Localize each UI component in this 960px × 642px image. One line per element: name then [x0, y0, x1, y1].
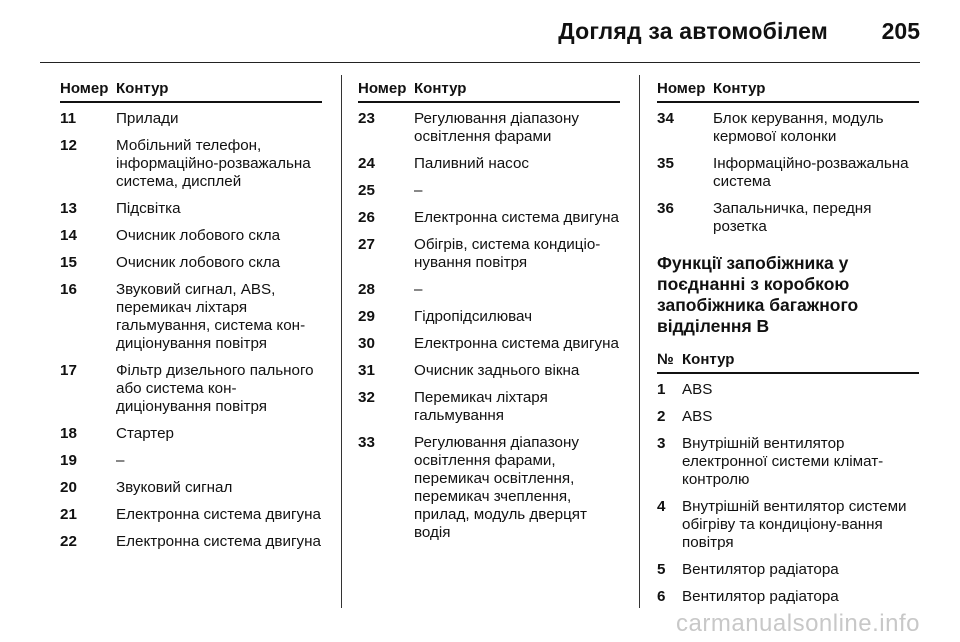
header-number: Номер	[358, 80, 407, 97]
fuse-number: 24	[358, 155, 375, 172]
fuse-circuit: Регулювання діапазону освітлення фарами, перемикач освітлення, перемикач зчеплення, прилад, модуль дверцят водія	[414, 434, 587, 541]
fuse-circuit: Фільтр дизельного пального або система кон-диціонування повітря	[116, 362, 314, 415]
table-row	[657, 110, 919, 146]
fuse-circuit: Звуковий сигнал	[116, 479, 233, 496]
header-number: №	[657, 351, 674, 368]
section-heading: Функції запобіжника у поєднанні з коробкою запобіжника багажного відділення B	[657, 253, 859, 336]
fuse-circuit: Вентилятор радіатора	[682, 588, 839, 605]
table-row	[60, 362, 322, 416]
fuse-circuit: Електронна система двигуна	[116, 533, 321, 550]
table-row	[358, 182, 620, 200]
watermark: carmanualsonline.info	[676, 610, 920, 637]
fuse-circuit: Прилади	[116, 110, 179, 127]
fuse-number: 36	[657, 200, 674, 217]
fuse-number: 19	[60, 452, 77, 469]
fuse-number: 35	[657, 155, 674, 172]
fuse-number: 32	[358, 389, 375, 406]
fuse-number: 1	[657, 381, 666, 398]
fuse-number: 15	[60, 254, 77, 271]
fuse-circuit: Обігрів, система кондиціо-нування повітря	[414, 236, 601, 271]
header-circuit: Контур	[116, 80, 169, 97]
fuse-number: 5	[657, 561, 666, 578]
table-row	[657, 498, 919, 552]
table-row	[358, 434, 620, 542]
table-row	[657, 435, 919, 489]
fuse-circuit: Паливний насос	[414, 155, 529, 172]
fuse-circuit: Очисник лобового скла	[116, 227, 281, 244]
table-row	[358, 110, 620, 146]
page-header	[40, 0, 920, 63]
table-row	[60, 425, 322, 443]
table-row	[358, 308, 620, 326]
fuse-number: 20	[60, 479, 77, 496]
fuse-number: 6	[657, 588, 666, 605]
table-row	[60, 254, 322, 272]
table-row	[657, 588, 919, 606]
fuse-circuit: ABS	[682, 408, 713, 425]
column-divider	[639, 75, 640, 608]
fuse-number: 17	[60, 362, 77, 379]
fuse-number: 13	[60, 200, 77, 217]
fuse-circuit: Регулювання діапазону освітлення фарами	[414, 110, 579, 145]
fuse-number: 22	[60, 533, 77, 550]
fuse-number: 14	[60, 227, 77, 244]
fuse-table-column-2	[358, 80, 620, 551]
fuse-circuit: Стартер	[116, 425, 174, 442]
page-number: 205	[881, 18, 920, 44]
table-header	[657, 351, 919, 374]
fuse-number: 25	[358, 182, 375, 199]
table-row	[657, 408, 919, 426]
table-row	[657, 381, 919, 399]
table-row	[60, 200, 322, 218]
table-row	[358, 236, 620, 272]
table-row	[358, 362, 620, 380]
fuse-circuit: Очисник заднього вікна	[414, 362, 580, 379]
fuse-number: 26	[358, 209, 375, 226]
fuse-number: 34	[657, 110, 674, 127]
table-row	[358, 389, 620, 425]
header-circuit: Контур	[414, 80, 467, 97]
table-row	[358, 335, 620, 353]
table-row	[60, 506, 322, 524]
fuse-number: 18	[60, 425, 77, 442]
fuse-number: 29	[358, 308, 375, 325]
fuse-circuit: Вентилятор радіатора	[682, 561, 839, 578]
fuse-number: 16	[60, 281, 77, 298]
fuse-circuit: Електронна система двигуна	[414, 335, 619, 352]
fuse-circuit: Мобільний телефон, інформаційно-розважальна система, дисплей	[116, 137, 311, 190]
fuse-number: 11	[60, 110, 77, 127]
table-row	[657, 200, 919, 236]
header-number: Номер	[60, 80, 109, 97]
fuse-circuit: Запальничка, передня розетка	[713, 200, 872, 235]
table-row	[60, 533, 322, 551]
table-row	[657, 561, 919, 579]
fuse-table-column-3	[657, 80, 919, 615]
fuse-number: 30	[358, 335, 375, 352]
table-row	[60, 227, 322, 245]
fuse-number: 4	[657, 498, 666, 515]
table-row	[358, 281, 620, 299]
fuse-circuit: Електронна система двигуна	[116, 506, 321, 523]
fuse-table-column-1	[60, 80, 322, 560]
page-title: Догляд за автомобілем	[558, 18, 828, 44]
fuse-circuit: Внутрішній вентилятор системи обігріву та кондиціону-вання повітря	[682, 498, 907, 551]
table-row	[657, 155, 919, 191]
fuse-number: 23	[358, 110, 375, 127]
table-header	[657, 80, 919, 103]
fuse-number: 3	[657, 435, 666, 452]
table-row	[358, 209, 620, 227]
table-row	[60, 137, 322, 191]
fuse-number: 31	[358, 362, 375, 379]
fuse-circuit: ABS	[682, 381, 713, 398]
fuse-number: 12	[60, 137, 77, 154]
fuse-number: 33	[358, 434, 375, 451]
table-header	[358, 80, 620, 103]
table-row	[60, 281, 322, 353]
fuse-circuit: Електронна система двигуна	[414, 209, 619, 226]
fuse-circuit: –	[116, 452, 125, 469]
table-row	[60, 479, 322, 497]
fuse-number: 28	[358, 281, 375, 298]
fuse-circuit: Підсвітка	[116, 200, 181, 217]
table-row	[358, 155, 620, 173]
fuse-circuit: –	[414, 281, 423, 298]
fuse-number: 21	[60, 506, 77, 523]
fuse-circuit: –	[414, 182, 423, 199]
column-divider	[341, 75, 342, 608]
header-circuit: Контур	[713, 80, 766, 97]
header-circuit: Контур	[682, 351, 735, 368]
fuse-circuit: Перемикач ліхтаря гальмування	[414, 389, 548, 424]
fuse-circuit: Інформаційно-розважальна система	[713, 155, 909, 190]
table-header	[60, 80, 322, 103]
fuse-circuit: Блок керування, модуль кермової колонки	[713, 110, 884, 145]
table-row	[60, 110, 322, 128]
header-number: Номер	[657, 80, 706, 97]
fuse-circuit: Внутрішній вентилятор електронної системи клімат-контролю	[682, 435, 884, 488]
fuse-circuit: Гідропідсилювач	[414, 308, 533, 325]
fuse-number: 2	[657, 408, 666, 425]
table-row	[60, 452, 322, 470]
fuse-circuit: Очисник лобового скла	[116, 254, 281, 271]
fuse-circuit: Звуковий сигнал, ABS, перемикач ліхтаря гальмування, система кон-диціонування повітря	[116, 281, 306, 352]
fuse-number: 27	[358, 236, 375, 253]
